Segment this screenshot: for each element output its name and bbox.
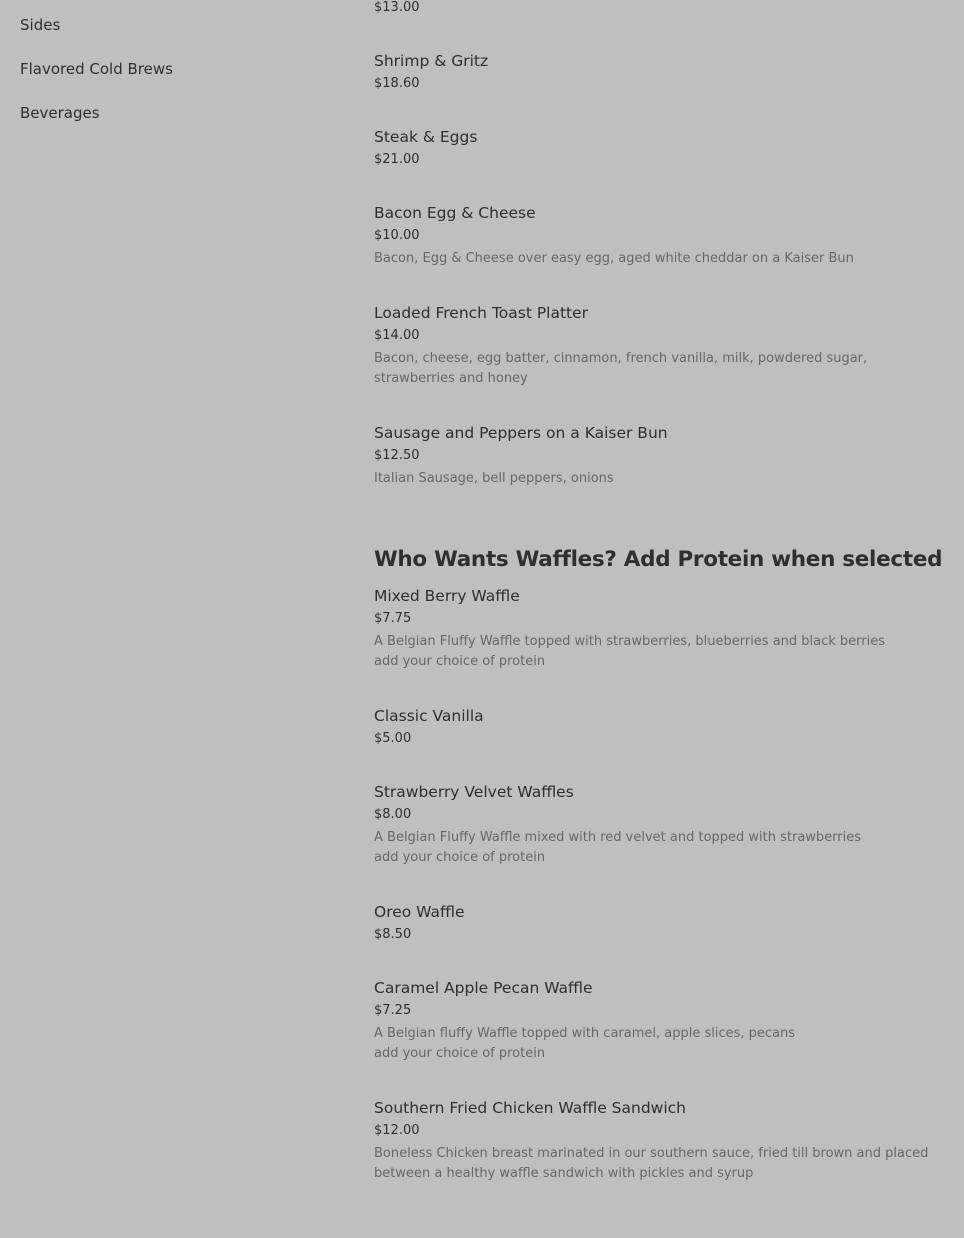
menu-item-strawberry-velvet-waffles[interactable]	[374, 781, 944, 868]
menu-item-southern-fried-chicken-waffle-sandwich[interactable]	[374, 1097, 944, 1184]
sidebar-item-flavored-cold-brews[interactable]: Flavored Cold Brews	[20, 60, 173, 78]
item-name: Steak & Eggs	[374, 128, 478, 146]
item-price: $8.50	[374, 927, 412, 942]
item-price: $14.00	[374, 328, 420, 343]
menu-item-bacon-egg-cheese[interactable]	[374, 202, 944, 269]
item-description: A Belgian Fluffy Waffle topped with strawberries, blueberries and black berries add your choice of protein	[374, 634, 886, 669]
menu-item-loaded-french-toast-platter[interactable]	[374, 302, 944, 389]
menu-item-mixed-berry-waffle[interactable]	[374, 585, 944, 672]
item-name: Loaded French Toast Platter	[374, 304, 589, 322]
item-name: Southern Fried Chicken Waffle Sandwich	[374, 1099, 686, 1117]
item-price: $12.50	[374, 448, 420, 463]
item-description: Bacon, cheese, egg batter, cinnamon, french vanilla, milk, powdered sugar, strawberries and honey	[374, 351, 868, 386]
item-name: Mixed Berry Waffle	[374, 587, 520, 605]
menu-item-classic-vanilla[interactable]	[374, 705, 944, 748]
item-name: Strawberry Velvet Waffles	[374, 783, 574, 801]
category-sidebar	[20, 14, 173, 146]
item-price: $10.00	[374, 228, 420, 243]
menu-item-sausage-and-peppers[interactable]	[374, 422, 944, 489]
item-description: A Belgian Fluffy Waffle mixed with red velvet and topped with strawberries add your choice of protein	[374, 830, 862, 865]
item-name: Classic Vanilla	[374, 707, 484, 725]
item-name: Shrimp & Gritz	[374, 52, 489, 70]
menu-item-caramel-apple-pecan-waffle[interactable]	[374, 977, 944, 1064]
item-price: $7.75	[374, 611, 412, 626]
menu-item-steak-eggs[interactable]	[374, 126, 944, 169]
sidebar-item-sides[interactable]: Sides	[20, 16, 61, 34]
item-price: $5.00	[374, 731, 412, 746]
item-description: A Belgian fluffy Waffle topped with caramel, apple slices, pecans add your choice of protein	[374, 1026, 796, 1061]
item-name: Oreo Waffle	[374, 903, 465, 921]
menu-item-oreo-waffle[interactable]	[374, 901, 944, 944]
item-name: Caramel Apple Pecan Waffle	[374, 979, 593, 997]
menu-item-shrimp-gritz[interactable]	[374, 50, 944, 93]
item-description: Italian Sausage, bell peppers, onions	[374, 471, 614, 486]
item-price: $12.00	[374, 1123, 420, 1138]
item-description: Boneless Chicken breast marinated in our southern sauce, fried till brown and placed between a healthy waffle sandwich with pickles and syrup	[374, 1146, 929, 1181]
item-description: Bacon, Egg & Cheese over easy egg, aged white cheddar on a Kaiser Bun	[374, 251, 854, 266]
section-title: Who Wants Waffles? Add Protein when selected	[374, 547, 943, 572]
item-price: $21.00	[374, 152, 420, 167]
item-price: $7.25	[374, 1003, 412, 1018]
item-price: $18.60	[374, 76, 420, 91]
sidebar-item-beverages[interactable]: Beverages	[20, 104, 100, 122]
item-price: $13.00	[374, 0, 420, 15]
menu-list	[374, 0, 944, 1184]
item-name: Bacon Egg & Cheese	[374, 204, 536, 222]
item-name: Sausage and Peppers on a Kaiser Bun	[374, 424, 668, 442]
item-price: $8.00	[374, 807, 412, 822]
